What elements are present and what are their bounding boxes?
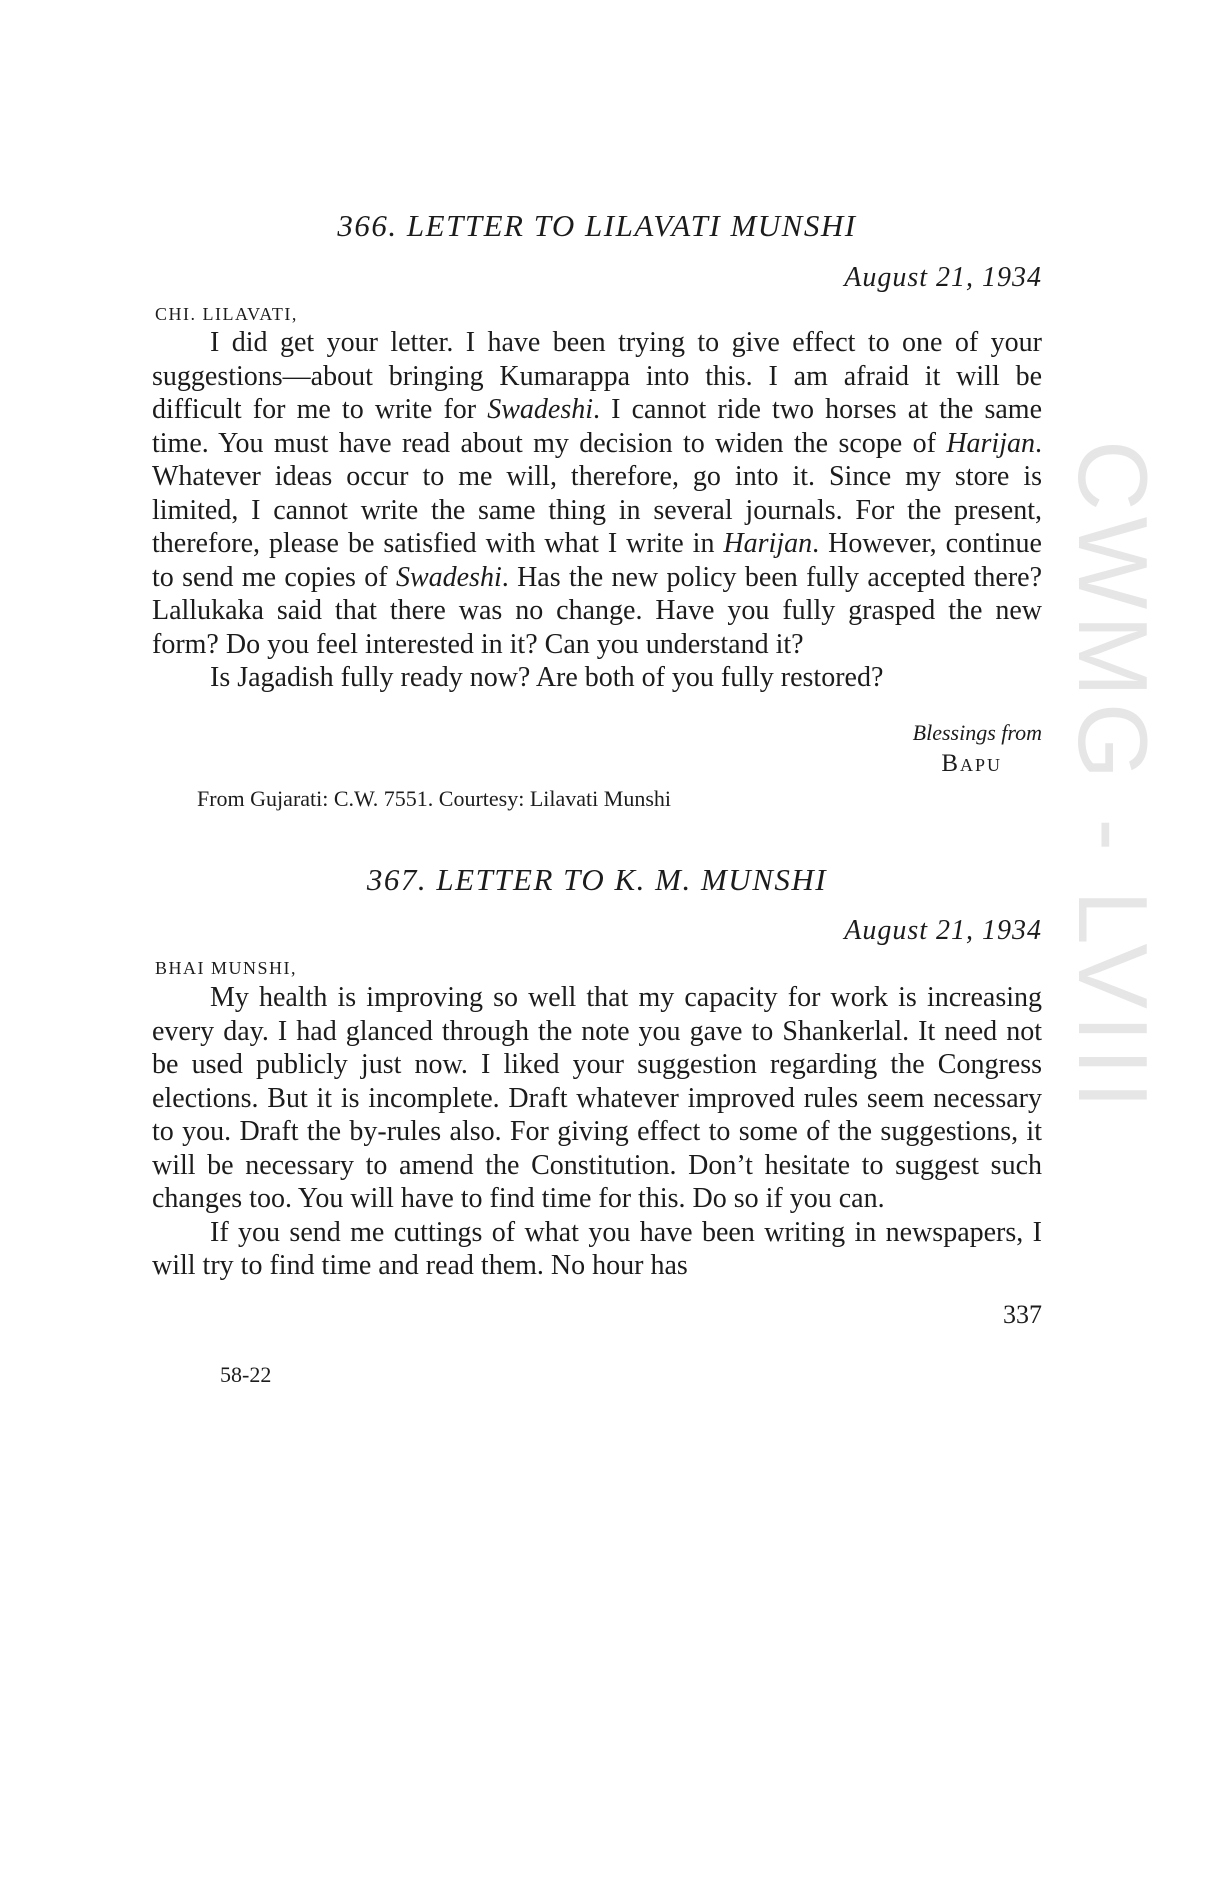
letter-title: 366. LETTER TO LILAVATI MUNSHI	[337, 208, 857, 243]
letter-signature: Bapu	[941, 750, 1002, 777]
paragraph-text: . I cannot ride two horses at the same time. You must have read about my decision to widen the scope of	[152, 394, 1042, 459]
italic-title: Harijan	[723, 528, 813, 559]
source-citation: From Gujarati: C.W. 7551. Courtesy: Lilavati Munshi	[197, 786, 671, 811]
paragraph-text: . However, continue to send me copies of	[152, 528, 1042, 593]
paragraph-text: My health is improving so well that my capacity for work is increasing every day. I had glanced through the note you gave to Shankerlal. It need not be used publicly just now. I liked your suggestion regarding the Congress elections. But it is incomplete. Draft whatever improved rules seem necessary to you. Draft the by-rules also. For giving effect to some of the suggestions, it will be necessary to amend the Constitution. Don’t hesitate to suggest such changes too. You will have to find time for this. Do so if you can.	[152, 982, 1042, 1214]
body-paragraph	[152, 981, 1042, 1216]
italic-title: Swadeshi	[395, 561, 502, 593]
letter-date: August 21, 1934	[844, 915, 1042, 946]
paragraph-text: If you send me cuttings of what you have been writing in newspapers, I will try to find time and read them. No hour has	[152, 1216, 1042, 1281]
letter-date: August 21, 1934	[844, 262, 1042, 293]
paragraph-text: Is Jagadish fully ready now? Are both of you fully restored?	[210, 662, 884, 693]
watermark: CWMG - LVIII	[1058, 440, 1168, 1115]
paragraph-text: I did get your letter. I have been trying to give effect to one of your suggestions—about bringing Kumarappa into this. I am afraid it will be difficult for me to write for	[152, 327, 1042, 425]
body-paragraph	[152, 1216, 1042, 1283]
letter-body	[152, 981, 1042, 1283]
letter-salutation: CHI. LILAVATI,	[155, 304, 298, 324]
body-paragraph	[152, 661, 1042, 695]
italic-title: Harijan	[946, 427, 1035, 459]
italic-title: Swadeshi	[487, 394, 594, 425]
letter-body	[152, 326, 1042, 695]
letter-salutation: BHAI MUNSHI,	[155, 958, 298, 978]
paragraph-text: . Whatever ideas occur to me will, therefore, go into it. Since my store is limited, I cannot write the same thing in several journals. For the present, therefore, please be satisfied with what I write in	[152, 427, 1042, 559]
volume-code: 58-22	[220, 1362, 272, 1387]
page-number: 337	[1003, 1300, 1042, 1329]
paragraph-text: . Has the new policy been fully accepted there? Lallukaka said that there was no change. Have you fully grasped the new form? Do you feel interested in it? Can you understand it?	[152, 561, 1043, 660]
letter-closing: Blessings from	[912, 720, 1042, 745]
body-paragraph	[152, 326, 1042, 661]
letter-title: 367. LETTER TO K. M. MUNSHI	[366, 862, 828, 897]
document-page	[152, 0, 1042, 1890]
